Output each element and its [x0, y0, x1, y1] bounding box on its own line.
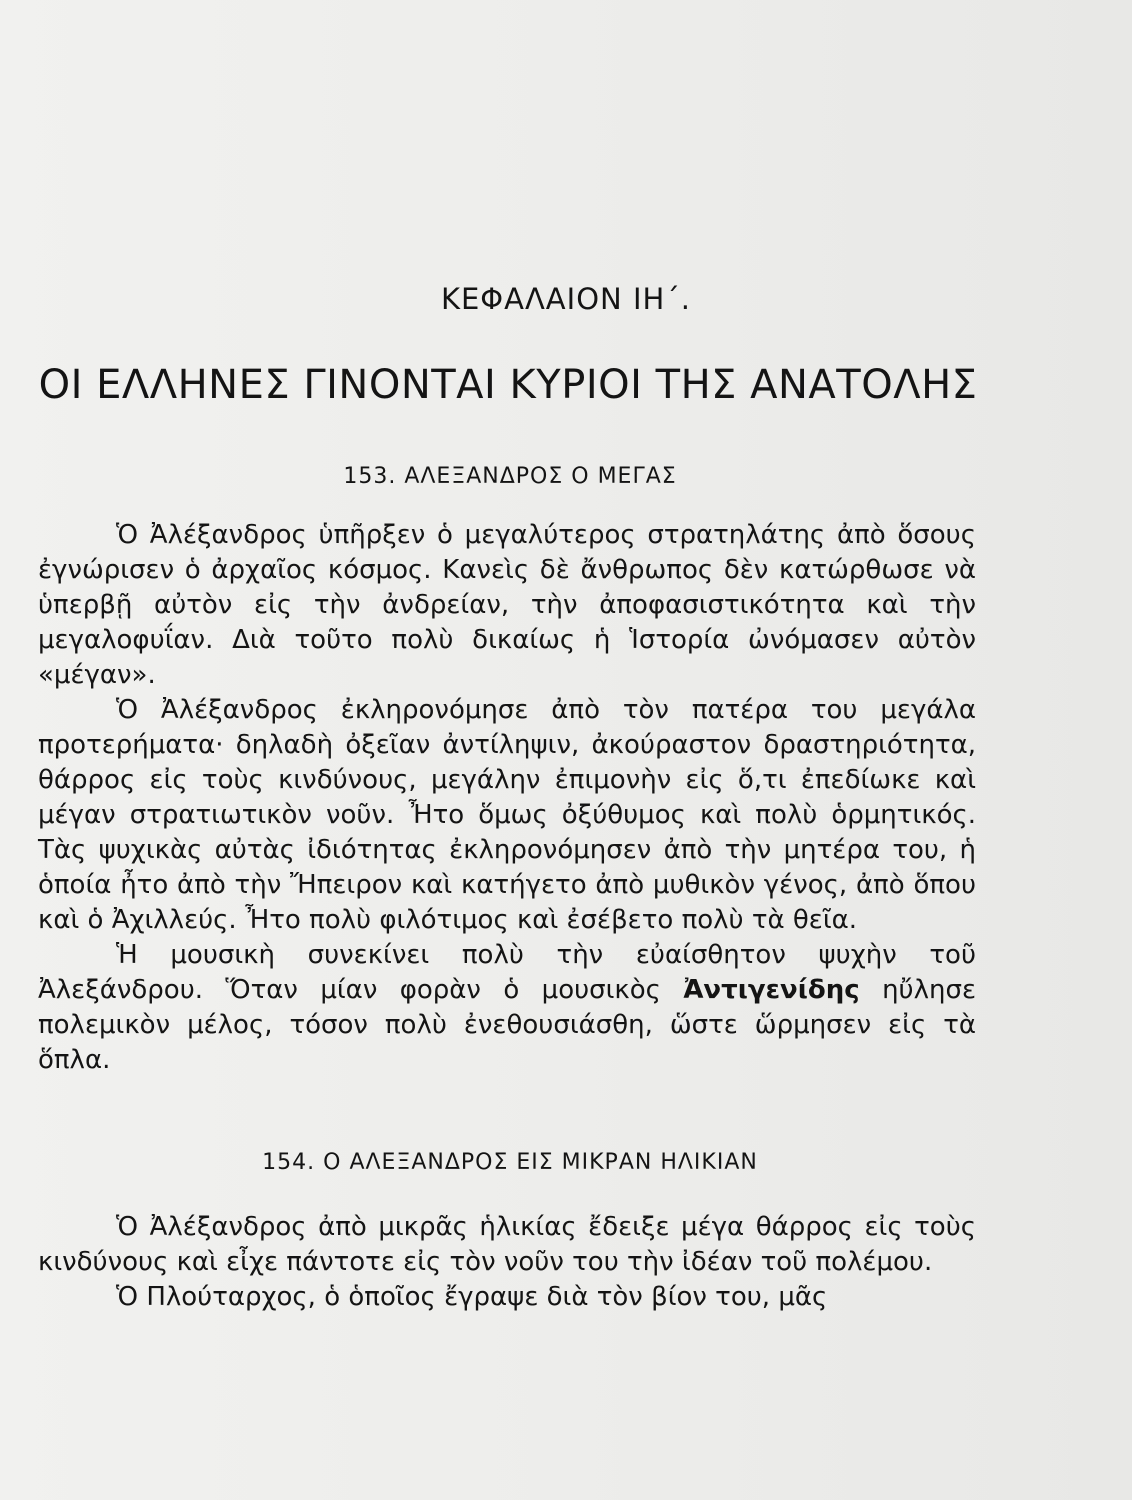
paragraph: Ὁ Ἀλέξανδρος ὑπῆρξεν ὁ μεγαλύτερος στρατηλάτης ἀπὸ ὅσους ἐγνώρισεν ὁ ἀρχαῖος κόσμος. Κανεὶς δὲ ἄνθρωπος δὲν κατώρθωσε νὰ ὑπερβῇ αὐτὸν εἰς τὴν ἀνδρείαν, τὴν ἀποφασιστικότητα καὶ τὴν μεγαλοφυΐαν. Διὰ τοῦτο πολὺ δικαίως ἡ Ἱστορία ὠνόμασεν αὐτὸν «μέγαν».: [38, 520, 976, 690]
chapter-title: ΟΙ ΕΛΛΗΝΕΣ ΓΙΝΟΝΤΑΙ ΚΥΡΙΟΙ ΤΗΣ ΑΝΑΤΟΛΗΣ: [38, 362, 978, 408]
person-name-bold: Ἀντιγενίδης: [683, 975, 860, 1005]
paragraph: [38, 938, 976, 1078]
paragraph: Ὁ Ἀλέξανδρος ἐκληρονόμησε ἀπὸ τὸν πατέρα του μεγάλα προτερήματα· δηλαδὴ ὀξεῖαν ἀντίληψιν, ἀκούραστον δραστηριότητα, θάρρος εἰς τοὺς κινδύνους, μεγάλην ἐπιμονὴν εἰς ὅ,τι ἐπεδίωκε καὶ μέγαν στρατιωτικὸν νοῦν. Ἦτο ὅμως ὀξύθυμος καὶ πολὺ ὁρμητικός. Τὰς ψυχικὰς αὐτὰς ἰδιότητας ἐκληρονόμησεν ἀπὸ τὴν μητέρα του, ἡ ὁποία ἦτο ἀπὸ τὴν Ἤπειρον καὶ κατήγετο ἀπὸ μυθικὸν γένος, ἀπὸ ὅπου καὶ ὁ Ἀχιλλεύς. Ἦτο πολὺ φιλότιμος καὶ ἐσέβετο πολὺ τὰ θεῖα.: [38, 695, 976, 935]
paragraph: Ὁ Πλούταρχος, ὁ ὁποῖος ἔγραψε διὰ τὸν βίον του, μᾶς: [116, 1282, 828, 1312]
section-body-153: [38, 518, 976, 1078]
chapter-heading: ΚΕΦΑΛΑΙΟΝ ΙΗ΄.: [440, 282, 692, 316]
section-heading-154: 154. Ο ΑΛΕΞΑΝΔΡΟΣ ΕΙΣ ΜΙΚΡΑΝ ΗΛΙΚΙΑΝ: [262, 1150, 758, 1175]
paragraph-text: ηὔλησε πολεμικὸν μέλος, τόσον πολὺ ἐνεθουσιάσθη, ὥστε ὥρμησεν εἰς τὰ ὅπλα.: [38, 975, 976, 1075]
paragraph-text: Ἡ μουσικὴ συνεκίνει πολὺ τὴν εὐαίσθητον ψυχὴν τοῦ Ἀλεξάνδρου. Ὅταν μίαν φορὰν ὁ μουσικὸς: [38, 940, 976, 1005]
paragraph: Ὁ Ἀλέξανδρος ἀπὸ μικρᾶς ἡλικίας ἔδειξε μέγα θάρρος εἰς τοὺς κινδύνους καὶ εἶχε πάντοτε εἰς τὸν νοῦν του τὴν ἰδέαν τοῦ πολέμου.: [38, 1212, 976, 1277]
section-heading-153: 153. ΑΛΕΞΑΝΔΡΟΣ Ο ΜΕΓΑΣ: [343, 464, 677, 489]
section-body-154: [38, 1210, 976, 1315]
